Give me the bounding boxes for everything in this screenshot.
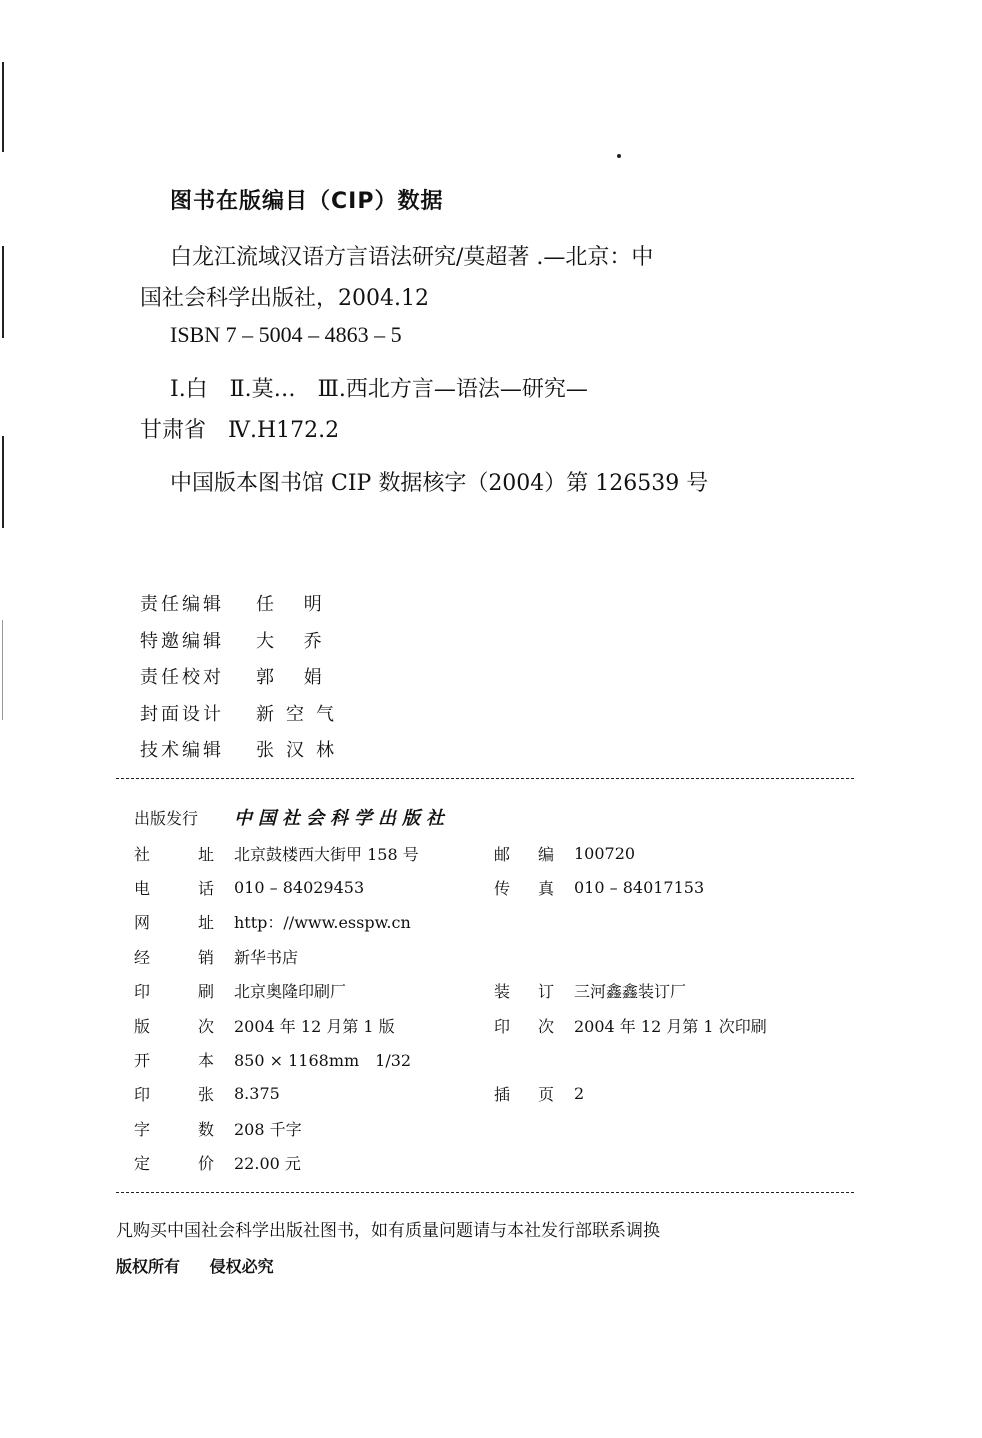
scan-speck: [617, 154, 621, 158]
cip-title-line: 白龙江流域汉语方言语法研究/莫超著 .—北京：中: [170, 245, 654, 270]
staff-role: 责任校对: [140, 667, 224, 689]
info-row: [134, 905, 854, 939]
info-label: 电 话: [134, 879, 214, 899]
info-value: http：//www.esspw.cn: [234, 913, 411, 933]
staff-name: 大 乔: [256, 630, 334, 652]
info-row: [134, 939, 854, 973]
scan-edge-mark: [2, 620, 3, 720]
info-value: 8.375: [234, 1084, 280, 1104]
staff-row: [140, 622, 346, 659]
info-label: 印 张: [134, 1085, 214, 1105]
info-value: 208 千字: [234, 1119, 302, 1139]
staff-list: [140, 585, 346, 768]
cip-heading: 图书在版编目（CIP）数据: [170, 189, 444, 214]
publisher-label: 出版发行: [134, 808, 199, 828]
info-label: 装 订: [494, 982, 554, 1002]
staff-name: 新空气: [256, 703, 346, 725]
info-value: 2: [574, 1084, 585, 1104]
staff-row: [140, 695, 346, 732]
cip-classification: Ⅰ.白 Ⅱ.莫… Ⅲ.西北方言—语法—研究—: [170, 377, 588, 402]
exchange-notice: 凡购买中国社会科学出版社图书，如有质量问题请与本社发行部联系调换: [116, 1221, 660, 1241]
info-value: 2004 年 12 月第 1 次印刷: [574, 1016, 767, 1036]
info-value: 850 × 1168mm 1/32: [234, 1051, 412, 1071]
info-row: [134, 1042, 854, 1076]
cip-title-line-cont: 国社会科学出版社，2004.12: [140, 286, 429, 311]
scan-edge-mark: [2, 62, 4, 152]
staff-name: 张汉林: [256, 740, 346, 762]
info-label: 版 次: [134, 1016, 214, 1036]
info-row: [134, 1146, 854, 1180]
info-value: 22.00 元: [234, 1154, 301, 1174]
scan-edge-mark: [2, 436, 4, 528]
info-label: 字 数: [134, 1119, 214, 1139]
info-label: 印 刷: [134, 982, 214, 1002]
staff-row: [140, 731, 346, 768]
scan-edge-mark: [2, 246, 4, 338]
staff-name: 郭 娟: [256, 667, 334, 689]
piracy-warning: 侵权必究: [209, 1257, 274, 1276]
info-value: 100720: [574, 843, 636, 863]
cip-classification-cont: 甘肃省 Ⅳ.H172.2: [140, 418, 340, 443]
staff-role: 特邀编辑: [140, 630, 224, 652]
staff-row: [140, 585, 346, 622]
divider-rule: [116, 1192, 854, 1193]
info-row: [134, 1077, 854, 1111]
info-value: 2004 年 12 月第 1 版: [234, 1016, 395, 1036]
info-row: [134, 836, 854, 870]
info-value: 北京奥隆印刷厂: [234, 982, 347, 1002]
info-label: 邮 编: [494, 844, 554, 864]
info-value: 010 – 84017153: [574, 878, 705, 898]
info-label: 社 址: [134, 844, 214, 864]
staff-role: 封面设计: [140, 703, 224, 725]
info-row: [134, 870, 854, 904]
staff-role: 责任编辑: [140, 594, 224, 616]
info-label: 开 本: [134, 1051, 214, 1071]
cip-record-number: 中国版本图书馆 CIP 数据核字（2004）第 126539 号: [170, 471, 709, 496]
staff-name: 任 明: [256, 594, 334, 616]
info-label: 经 销: [134, 947, 214, 967]
info-value: 北京鼓楼西大街甲 158 号: [234, 844, 419, 864]
staff-role: 技术编辑: [140, 740, 224, 762]
staff-row: [140, 658, 346, 695]
cip-isbn: ISBN 7 – 5004 – 4863 – 5: [170, 322, 402, 347]
info-label: 插 页: [494, 1085, 554, 1105]
publication-info: [134, 836, 854, 1180]
info-label: 印 次: [494, 1016, 554, 1036]
publisher-name: 中国社会科学出版社: [234, 808, 450, 829]
info-label: 传 真: [494, 879, 554, 899]
info-row: [134, 974, 854, 1008]
info-value: 新华书店: [234, 947, 299, 967]
info-label: 定 价: [134, 1154, 214, 1174]
copyright-notice: [116, 1254, 298, 1277]
info-value: 010 – 84029453: [234, 878, 365, 898]
divider-rule: [116, 778, 854, 779]
publisher-row: [134, 804, 450, 830]
info-label: 网 址: [134, 913, 214, 933]
info-row: [134, 1008, 854, 1042]
info-row: [134, 1111, 854, 1145]
info-value: 三河鑫鑫装订厂: [574, 982, 687, 1002]
copyright-text: 版权所有: [116, 1257, 181, 1276]
